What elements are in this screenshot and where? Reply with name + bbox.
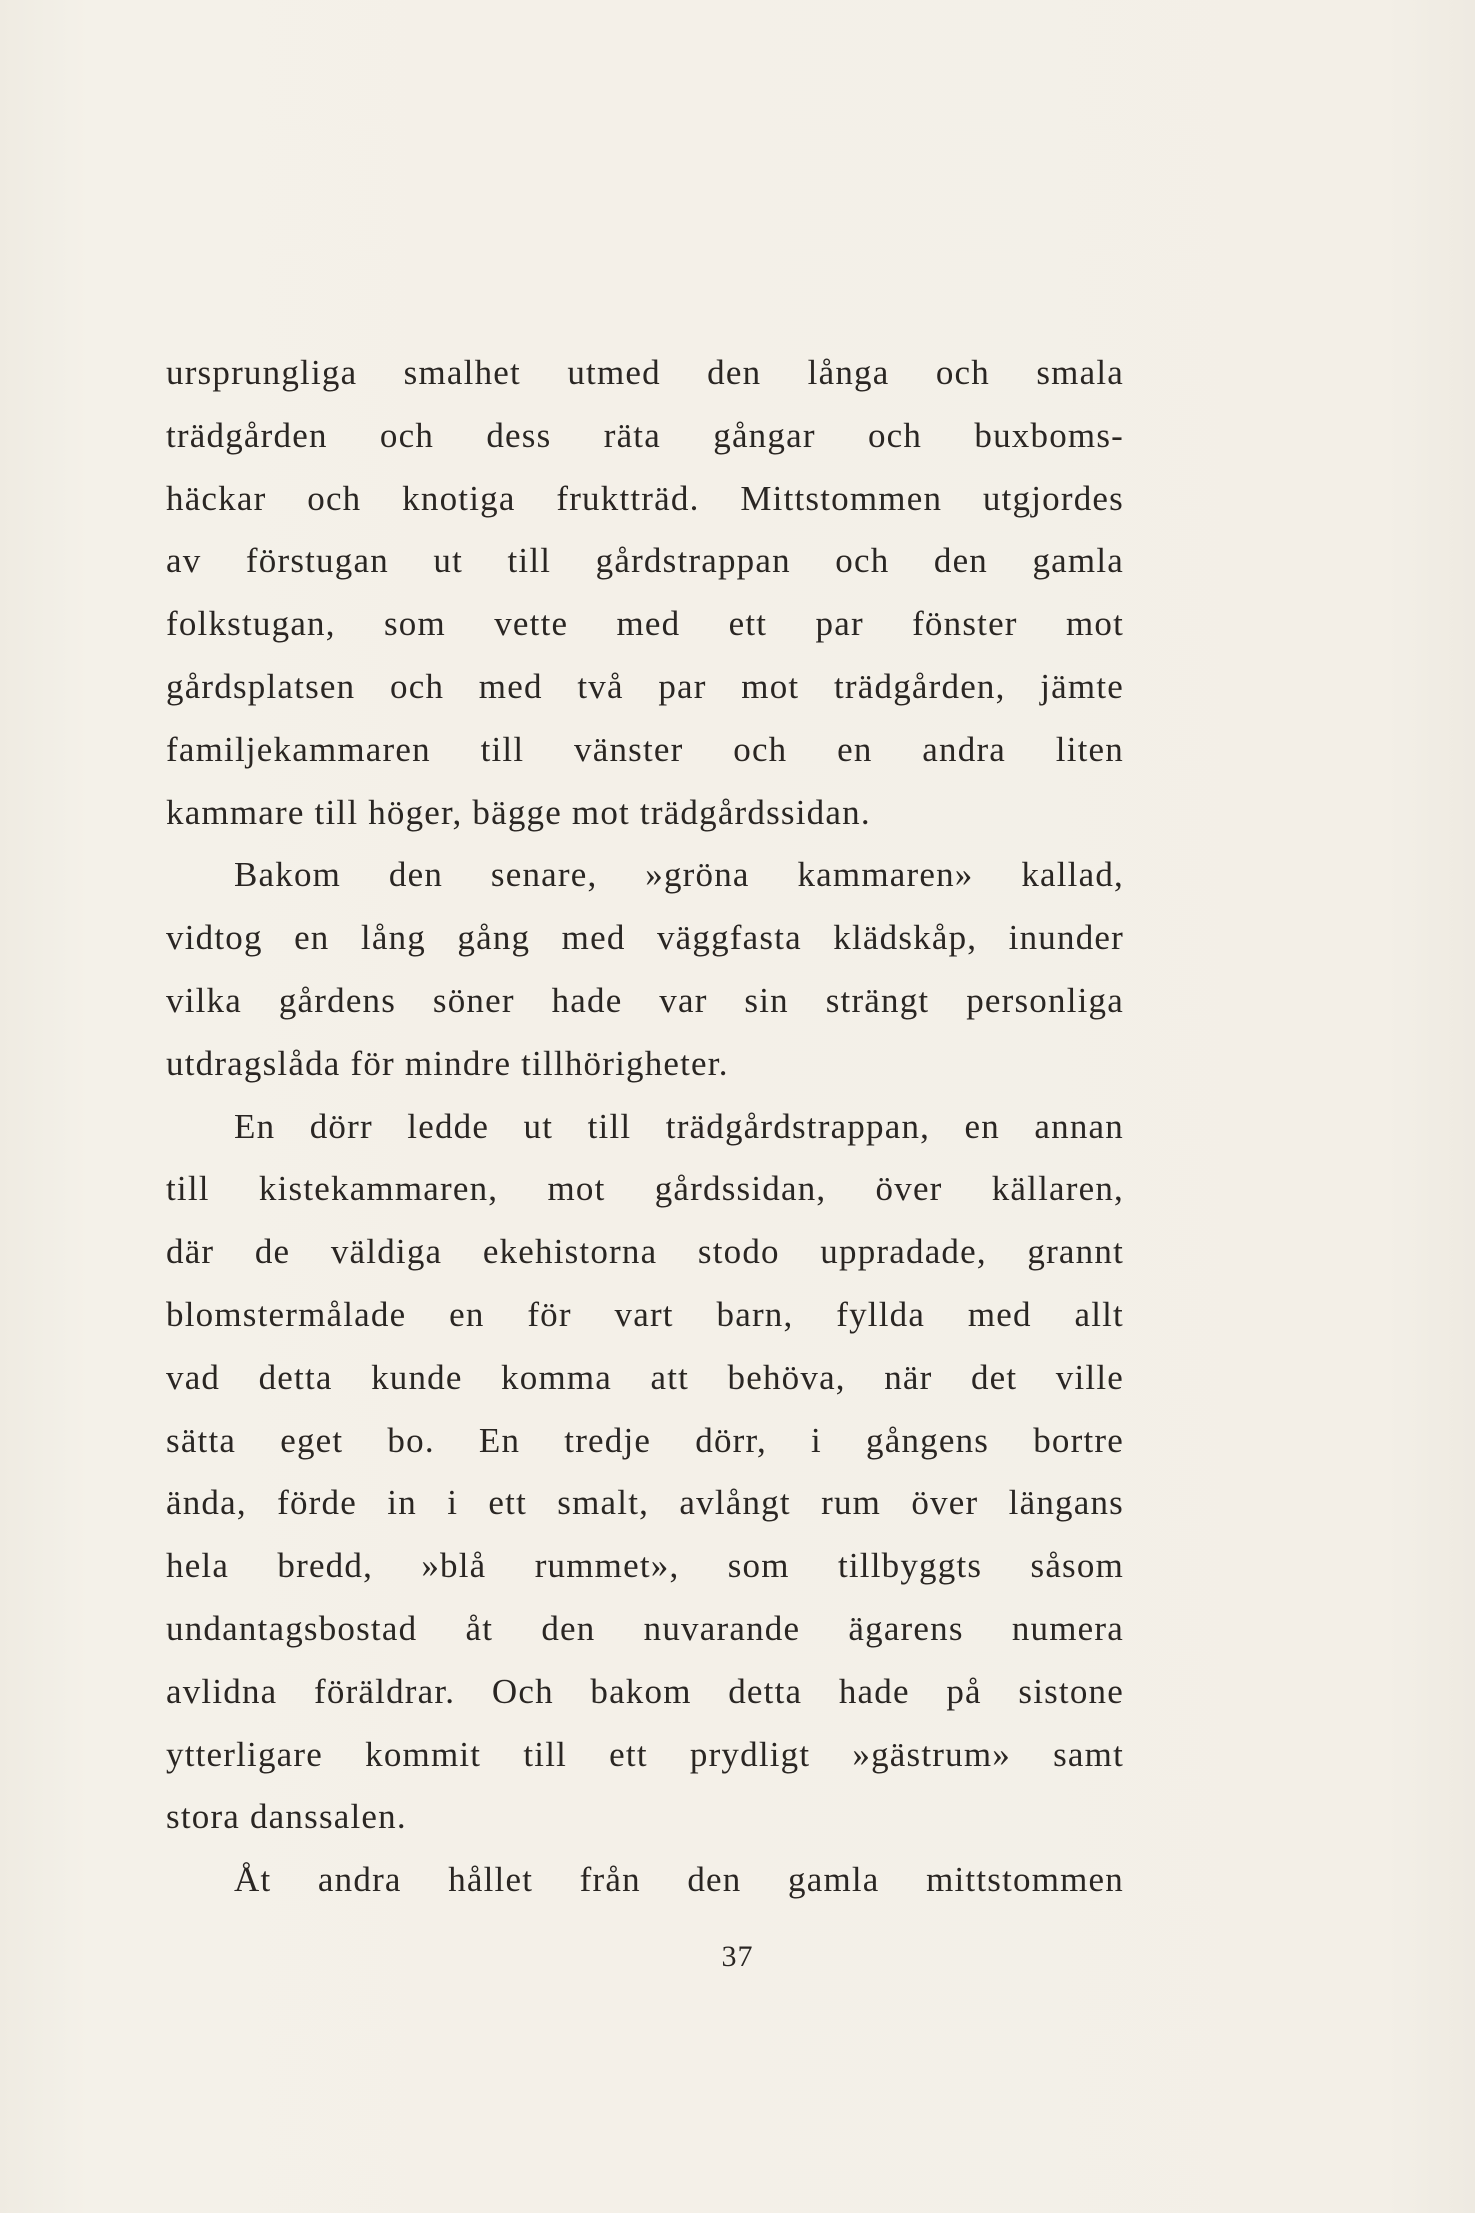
text-line: där de väldiga ekehistorna stodo uppradade, grannt xyxy=(166,1232,1124,1272)
text-line: En dörr ledde ut till trädgårdstrappan, en annan xyxy=(234,1106,1124,1146)
text-line: ända, förde in i ett smalt, avlångt rum över längans xyxy=(166,1483,1124,1523)
text-line: utdragslåda för mindre tillhörigheter. xyxy=(166,1043,729,1083)
text-line: gårdsplatsen och med två par mot trädgården, jämte xyxy=(166,666,1124,706)
body-text xyxy=(166,342,1124,1912)
text-line: trädgården och dess räta gångar och buxboms- xyxy=(166,415,1124,455)
text-line: till kistekammaren, mot gårdssidan, över källaren, xyxy=(166,1169,1124,1209)
text-line: folkstugan, som vette med ett par fönster mot xyxy=(166,604,1124,644)
page-number: 37 xyxy=(721,1940,754,1973)
text-line: av förstugan ut till gårdstrappan och den gamla xyxy=(166,541,1124,581)
text-line: familjekammaren till vänster och en andra liten xyxy=(166,729,1124,769)
paragraph-3 xyxy=(166,1096,1124,1850)
text-line: Bakom den senare, »gröna kammaren» kallad, xyxy=(234,855,1124,895)
text-line: hela bredd, »blå rummet», som tillbyggts såsom xyxy=(166,1546,1124,1586)
text-line: blomstermålade en för vart barn, fyllda med allt xyxy=(166,1294,1124,1334)
text-line: vidtog en lång gång med väggfasta klädskåp, inunder xyxy=(166,918,1124,958)
text-line: vilka gårdens söner hade var sin strängt personliga xyxy=(166,980,1124,1020)
text-line: ursprungliga smalhet utmed den långa och smala xyxy=(166,353,1124,392)
paragraph-4 xyxy=(166,1849,1124,1912)
text-line: avlidna föräldrar. Och bakom detta hade på sistone xyxy=(166,1671,1124,1711)
paragraph-1 xyxy=(166,342,1124,844)
text-line: häckar och knotiga fruktträd. Mittstommen utgjordes xyxy=(166,478,1124,518)
text-line: stora danssalen. xyxy=(166,1797,407,1837)
text-line: sätta eget bo. En tredje dörr, i gångens bortre xyxy=(166,1420,1124,1460)
text-line: kammare till höger, bägge mot trädgårdssidan. xyxy=(166,792,871,832)
paragraph-2 xyxy=(166,844,1124,1095)
text-line: ytterligare kommit till ett prydligt »gästrum» samt xyxy=(166,1734,1124,1774)
text-line: vad detta kunde komma att behöva, när det ville xyxy=(166,1357,1124,1397)
text-line: Åt andra hållet från den gamla mittstommen xyxy=(234,1860,1124,1900)
text-line: undantagsbostad åt den nuvarande ägarens numera xyxy=(166,1608,1124,1648)
